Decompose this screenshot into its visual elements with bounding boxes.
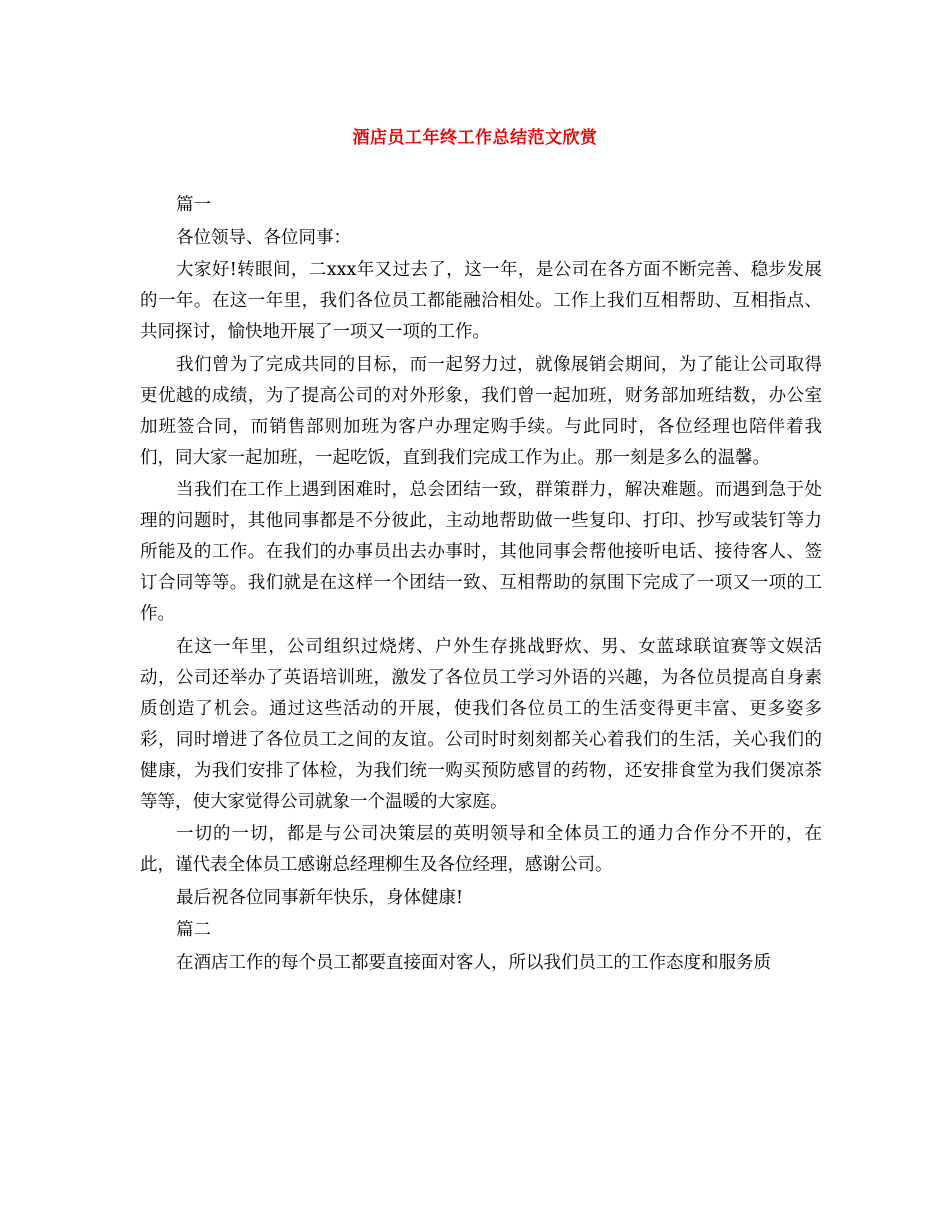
paragraph: 一切的一切，都是与公司决策层的英明领导和全体员工的通力合作分不开的，在此，谨代表全体员工感谢总经理柳生及各位经理，感谢公司。 [140, 824, 822, 875]
section-heading-1: 篇一 [176, 195, 211, 215]
document-title: 酒店员工年终工作总结范文欣赏 [352, 128, 598, 148]
paragraph: 当我们在工作上遇到困难时，总会团结一致，群策群力，解决难题。而遇到急于处理的问题时，其他同事都是不分彼此，主动地帮助做一些复印、打印、抄写或装钉等力所能及的工作。在我们的办事员出去办事时，其他同事会帮他接听电话、接待客人、签订合同等等。我们就是在这样一个团结一致、互相帮助的氛围下完成了一项又一项的工作。 [140, 480, 822, 624]
closing-line: 最后祝各位同事新年快乐，身体健康! [176, 887, 464, 908]
document-body [140, 190, 822, 979]
salutation: 各位领导、各位同事： [176, 227, 351, 248]
paragraph: 大家好!转眼间，二xxx年又过去了，这一年，是公司在各方面不断完善、稳步发展的一年。在这一年里，我们各位员工都能融洽相处。工作上我们互相帮助、互相指点、共同探讨，愉快地开展了一项又一项的工作。 [140, 260, 822, 342]
paragraph: 在酒店工作的每个员工都要直接面对客人，所以我们员工的工作态度和服务质 [176, 952, 771, 973]
section-heading-2: 篇二 [176, 920, 211, 940]
paragraph: 在这一年里，公司组织过烧烤、户外生存挑战野炊、男、女蓝球联谊赛等文娱活动，公司还举办了英语培训班，激发了各位员工学习外语的兴趣，为各位员提高自身素质创造了机会。通过这些活动的开展，使我们各位员工的生活变得更丰富、更多姿多彩，同时增进了各位员工之间的友谊。公司时时刻刻都关心着我们的生活，关心我们的健康，为我们安排了体检，为我们统一购买预防感冒的药物，还安排食堂为我们煲凉茶等等，使大家觉得公司就象一个温暖的大家庭。 [140, 636, 822, 812]
paragraph: 我们曾为了完成共同的目标，而一起努力过，就像展销会期间，为了能让公司取得更优越的成绩，为了提高公司的对外形象，我们曾一起加班，财务部加班结数，办公室加班签合同，而销售部则加班为客户办理定购手续。与此同时，各位经理也陪伴着我们，同大家一起加班，一起吃饭，直到我们完成工作为止。那一刻是多么的温馨。 [140, 354, 822, 468]
